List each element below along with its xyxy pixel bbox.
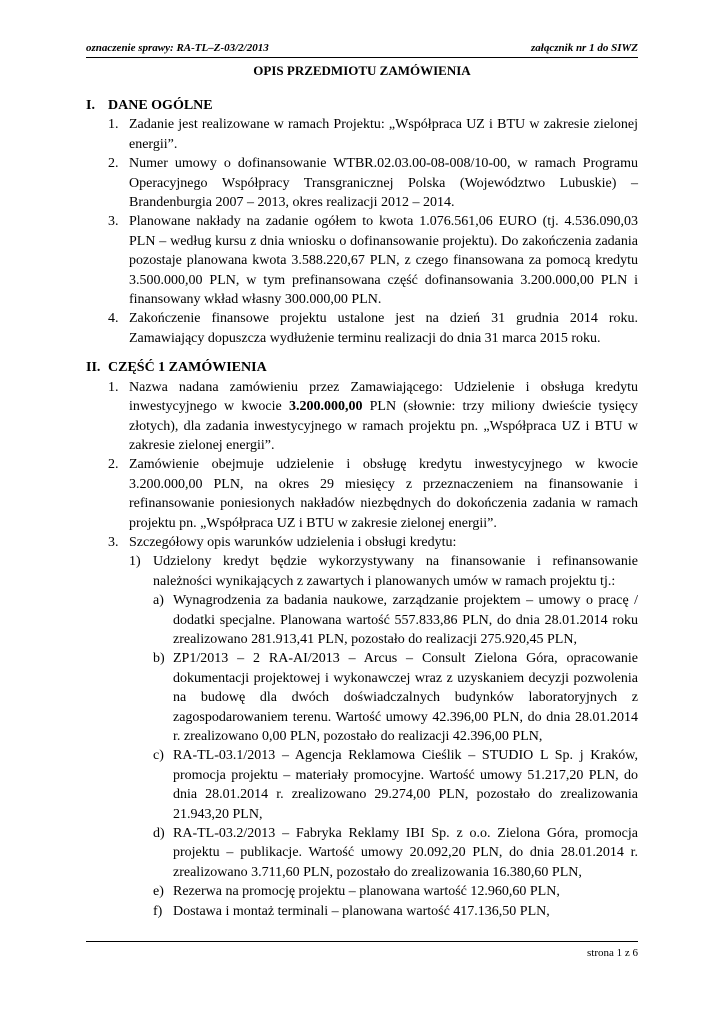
document-title: OPIS PRZEDMIOTU ZAMÓWIENIA (253, 63, 471, 78)
list-item (86, 115, 638, 154)
section-heading (86, 358, 638, 377)
item-text: Udzielony kredyt będzie wykorzystywany na finansowanie i refinansowanie należności wynikających z zawartych i planowanych umów w ramach projektu tj.: (153, 554, 638, 589)
document-body (86, 96, 638, 921)
lettered-item (86, 902, 638, 921)
lettered-item (86, 746, 638, 824)
lettered-item (86, 882, 638, 901)
case-reference: oznaczenie sprawy: RA-TL–Z-03/2/2013 (86, 42, 269, 54)
item-number: 2. (108, 457, 119, 473)
item-number: 3. (108, 534, 119, 550)
page-header (86, 41, 638, 58)
item-text: Rezerwa na promocję projektu – planowana wartość 12.960,60 PLN, (173, 884, 560, 900)
item-text: Planowane nakłady na zadanie ogółem to kwota 1.076.561,06 EURO (tj. 4.536.090,03 PLN – według kursu z dnia wniosku o dofinansowanie projektu). Do zakończenia zadania pozostaje planowana kwota 3.588.220,67 PLN, z czego finansowana za pomocą kredytu 3.500.000,00 PLN, w tym prefinansowana część dofinansowania 3.200.000,00 PLN i finansowany wkład własny 300.000,00 PLN. (129, 214, 638, 308)
page-number: strona 1 z 6 (586, 947, 638, 959)
section-number: I. (86, 98, 95, 113)
sub-list-item (86, 552, 638, 591)
list-item (86, 455, 638, 533)
list-item (86, 154, 638, 212)
loan-amount: 3.200.000,00 (288, 399, 363, 415)
item-letter: d) (153, 826, 165, 842)
list-item (86, 378, 638, 456)
item-text: RA-TL-03.1/2013 – Agencja Reklamowa Cieślik – STUDIO L Sp. j Kraków, promocja projektu – materiały promocyjne. Wartość umowy 51.217,20 PLN, do dnia 28.01.2014 r. zrealizowano 29.274,00 PLN, pozostało do zrealizowania 21.943,20 PLN, (173, 748, 638, 822)
lettered-item (86, 591, 638, 649)
item-letter: b) (153, 651, 165, 667)
section-number: II. (86, 360, 101, 376)
item-text: Nazwa nadana zamówieniu przez Zamawiającego: Udzielenie i obsługa kredytu inwestycyjnego w kwocie 3.200.000,00 PLN (słownie: trzy miliony dwieście tysięcy złotych), dla zadania inwestycyjnego w ramach projektu pn. „Współpraca UZ i BTU w zakresie zielonej energii”. (129, 379, 638, 453)
item-text: Zamówienie obejmuje udzielenie i obsługę kredytu inwestycyjnego w kwocie 3.200.000,00 PLN, na okres 29 miesięcy z przeznaczeniem na finansowanie i refinansowanie poniesionych nakładów niezbędnych do dokończenia zadania w ramach projektu pn. „Współpraca UZ i BTU w zakresie zielonej energii”. (129, 457, 638, 531)
footer-divider (86, 941, 638, 942)
item-letter: f) (153, 903, 163, 919)
item-text: Numer umowy o dofinansowanie WTBR.02.03.00-08-008/10-00, w ramach Programu Operacyjnego Współpracy Transgranicznej Polska (Województwo Lubuskie) – Brandenburgia 2007 – 2013, okres realizacji 2012 – 2014. (129, 156, 638, 211)
list-item (86, 309, 638, 348)
list-item (86, 212, 638, 309)
item-text: Zakończenie finansowe projektu ustalone jest na dzień 31 grudnia 2014 roku. Zamawiający dopuszcza wydłużenie terminu realizacji do dnia 31 marca 2015 roku. (129, 311, 638, 346)
item-number: 1) (129, 554, 141, 570)
item-text: Wynagrodzenia za badania naukowe, zarządzanie projektem – umowy o pracę / dodatki specjalne. Planowana wartość 557.833,86 PLN, do dnia 28.01.2014 roku zrealizowano 281.913,41 PLN, pozostało do realizacji 275.920,45 PLN, (173, 593, 638, 647)
item-number: 2. (108, 156, 119, 172)
section-heading (86, 96, 638, 115)
section-title: CZĘŚĆ 1 ZAMÓWIENIA (108, 360, 267, 376)
attachment-reference: załącznik nr 1 do SIWZ (531, 42, 638, 54)
item-number: 4. (108, 311, 119, 327)
list-item (86, 533, 638, 552)
lettered-item (86, 649, 638, 746)
section-title: DANE OGÓLNE (108, 98, 213, 113)
item-number: 3. (108, 214, 119, 230)
item-letter: e) (153, 884, 164, 900)
item-letter: a) (153, 593, 164, 609)
item-number: 1. (108, 379, 119, 395)
item-text: RA-TL-03.2/2013 – Fabryka Reklamy IBI Sp. z o.o. Zielona Góra, promocja projektu – publikacje. Wartość umowy 20.092,20 PLN, do dnia 28.01.2014 r. zrealizowano 3.711,60 PLN, pozostało do zrealizowania 16.380,60 PLN, (173, 826, 638, 880)
item-text: ZP1/2013 – 2 RA-AI/2013 – Arcus – Consult Zielona Góra, opracowanie dokumentacji projektowej i wykonawczej wraz z uzyskaniem decyzji pozwolenia na budowę dla dwóch doświadczalnych budynków laboratoryjnych z zagospodarowaniem terenu. Wartość umowy 42.396,00 PLN, do dnia 28.01.2014 r. zrealizowano 0,00 PLN, pozostało do realizacji 42.396,00 PLN, (173, 651, 638, 744)
item-number: 1. (108, 117, 119, 133)
item-text: Szczegółowy opis warunków udzielenia i obsługi kredytu: (129, 534, 457, 550)
item-letter: c) (153, 748, 164, 764)
item-text: Zadanie jest realizowane w ramach Projektu: „Współpraca UZ i BTU w zakresie zielonej energii”. (129, 117, 638, 152)
item-text: Dostawa i montaż terminali – planowana wartość 417.136,50 PLN, (173, 903, 550, 919)
lettered-item (86, 824, 638, 882)
